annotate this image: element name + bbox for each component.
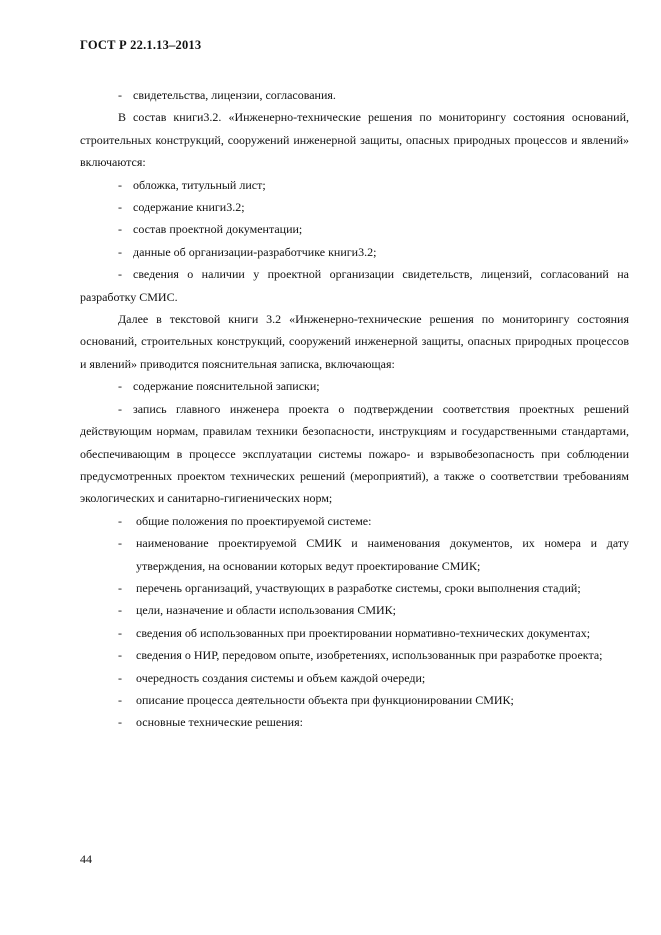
- list-item: - цели, назначение и области использования СМИК;: [118, 603, 396, 618]
- list-item: - данные об организации-разработчике книги3.2;: [118, 244, 377, 259]
- list-item: - наименование проектируемой СМИК и наименования документов, их номера и дату утверждения, на основании которых ведут проектирование СМИК;: [118, 536, 629, 573]
- list-item: - свидетельства, лицензии, согласования.: [118, 88, 336, 102]
- list-item: - описание процесса деятельности объекта при функционировании СМИК;: [118, 692, 514, 707]
- list-item: - содержание пояснительной записки;: [118, 379, 320, 394]
- list-item: - очередность создания системы и объем каждой очереди;: [118, 670, 426, 685]
- page-number: 44: [80, 852, 92, 866]
- document-body: [80, 84, 629, 734]
- list-item: - сведения об использованных при проектировании нормативно-технических документах;: [118, 625, 591, 640]
- paragraph: Далее в текстовой книги 3.2 «Инженерно-технические решения по мониторингу состояния оснований, строительных конструкций, сооружений инженерной защиты, опасных природных процессов и явлений» приводится пояснительная записка, включающая:: [80, 312, 629, 371]
- list-item: - сведения о наличии у проектной организации свидетельств, лицензий, согласований на разработку СМИС.: [80, 267, 629, 304]
- list-item: - состав проектной документации;: [118, 222, 303, 237]
- list-item: - запись главного инженера проекта о подтверждении соответствия проектных решений действующим нормам, правилам техники безопасности, инструкциям и государственными стандартами, обеспечивающим в процессе эксплуатации системы пожаро- и взрывобезопасность при соблюдении предусмотренных проектом технических решений (мероприятий), а также о соответствии требованиям экологических и санитарно-гигиенических норм;: [80, 401, 629, 506]
- list-item: - основные технические решения:: [118, 715, 303, 730]
- document-header: ГОСТ Р 22.1.13–2013: [80, 38, 202, 52]
- list-item: - сведения о НИР, передовом опыте, изобретениях, использованнык при разработке проекта;: [118, 648, 603, 663]
- list-item: - обложка, титульный лист;: [118, 177, 266, 192]
- list-item: - общие положения по проектируемой системе:: [118, 513, 372, 528]
- paragraph: В состав книги3.2. «Инженерно-технические решения по мониторингу состояния оснований, строительных конструкций, сооружений инженерной защиты, опасных природных процессов и явлений» включаются:: [80, 110, 629, 170]
- list-item: - перечень организаций, участвующих в разработке системы, сроки выполнения стадий;: [118, 580, 581, 595]
- list-item: - содержание книги3.2;: [118, 200, 245, 215]
